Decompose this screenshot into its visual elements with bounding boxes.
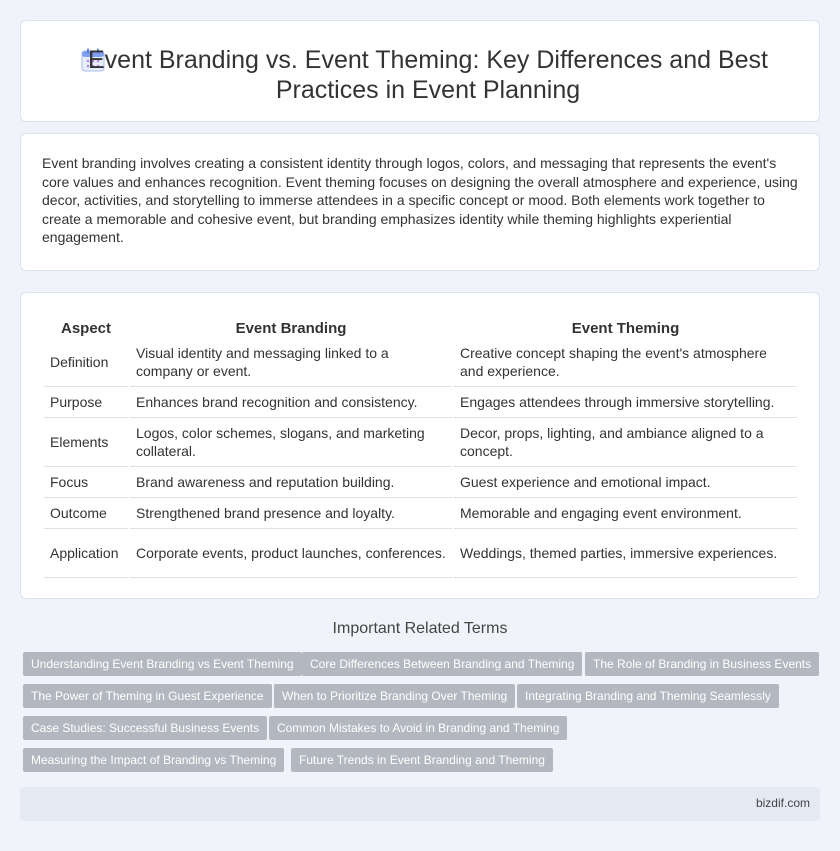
table-row <box>44 529 797 578</box>
row-theming: Decor, props, lighting, and ambiance aligned to a concept. <box>454 418 797 467</box>
related-tag-link[interactable]: When to Prioritize Branding Over Theming <box>274 684 515 708</box>
row-branding: Visual identity and messaging linked to a company or event. <box>130 338 452 387</box>
row-theming: Memorable and engaging event environment. <box>454 498 797 529</box>
row-aspect: Outcome <box>44 498 128 529</box>
row-branding: Strengthened brand presence and loyalty. <box>130 498 452 529</box>
site-name[interactable]: bizdif.com <box>755 796 810 810</box>
comparison-card <box>20 292 820 599</box>
related-terms-heading: Important Related Terms <box>332 620 508 637</box>
header-event-branding: Event Branding <box>235 320 347 337</box>
intro-card <box>20 133 820 271</box>
table-row <box>44 338 797 387</box>
related-tag-link[interactable]: Core Differences Between Branding and Theming <box>302 652 582 676</box>
table-row <box>44 418 797 467</box>
related-tag-link[interactable]: The Power of Theming in Guest Experience <box>23 684 272 708</box>
header-aspect: Aspect <box>60 320 112 337</box>
row-branding: Logos, color schemes, slogans, and marketing collateral. <box>130 418 452 467</box>
intro-paragraph: Event branding involves creating a consistent identity through logos, colors, and messaging that represents the event's core values and enhances recognition. Event theming focuses on designing the overall atmosphere and experience, using decor, activities, and storytelling to immerse attendees in a specific concept or mood. Both elements work together to create a memorable and cohesive event, but branding emphasizes identity while theming highlights experiential engagement. <box>42 155 798 245</box>
footer <box>20 787 820 821</box>
row-branding: Brand awareness and reputation building. <box>130 467 452 498</box>
related-tag-link[interactable]: Case Studies: Successful Business Events <box>23 716 267 740</box>
related-tag-link[interactable]: Common Mistakes to Avoid in Branding and Theming <box>269 716 567 740</box>
table-row <box>44 467 797 498</box>
row-aspect: Definition <box>44 338 128 387</box>
row-theming: Weddings, themed parties, immersive experiences. <box>454 529 797 578</box>
row-branding: Corporate events, product launches, conferences. <box>130 529 452 578</box>
row-aspect: Elements <box>44 418 128 467</box>
row-theming: Engages attendees through immersive storytelling. <box>454 387 797 418</box>
table-row <box>44 498 797 529</box>
related-tag-link[interactable]: The Role of Branding in Business Events <box>585 652 819 676</box>
header-event-theming: Event Theming <box>571 320 680 337</box>
row-theming: Creative concept shaping the event's atmosphere and experience. <box>454 338 797 387</box>
related-tag-link[interactable]: Integrating Branding and Theming Seamlessly <box>517 684 779 708</box>
title-card <box>20 20 820 122</box>
related-tag-link[interactable]: Future Trends in Event Branding and Theming <box>291 748 553 772</box>
row-aspect: Application <box>44 529 128 578</box>
row-theming: Guest experience and emotional impact. <box>454 467 797 498</box>
row-aspect: Purpose <box>44 387 128 418</box>
page-title: Event Branding vs. Event Theming: Key Differences and Best Practices in Event Planning <box>87 46 768 104</box>
comparison-table <box>42 313 799 578</box>
related-tag-link[interactable]: Measuring the Impact of Branding vs Theming <box>23 748 284 772</box>
row-aspect: Focus <box>44 467 128 498</box>
related-tag-link[interactable]: Understanding Event Branding vs Event Theming <box>23 652 302 676</box>
row-branding: Enhances brand recognition and consistency. <box>130 387 452 418</box>
table-row <box>44 387 797 418</box>
